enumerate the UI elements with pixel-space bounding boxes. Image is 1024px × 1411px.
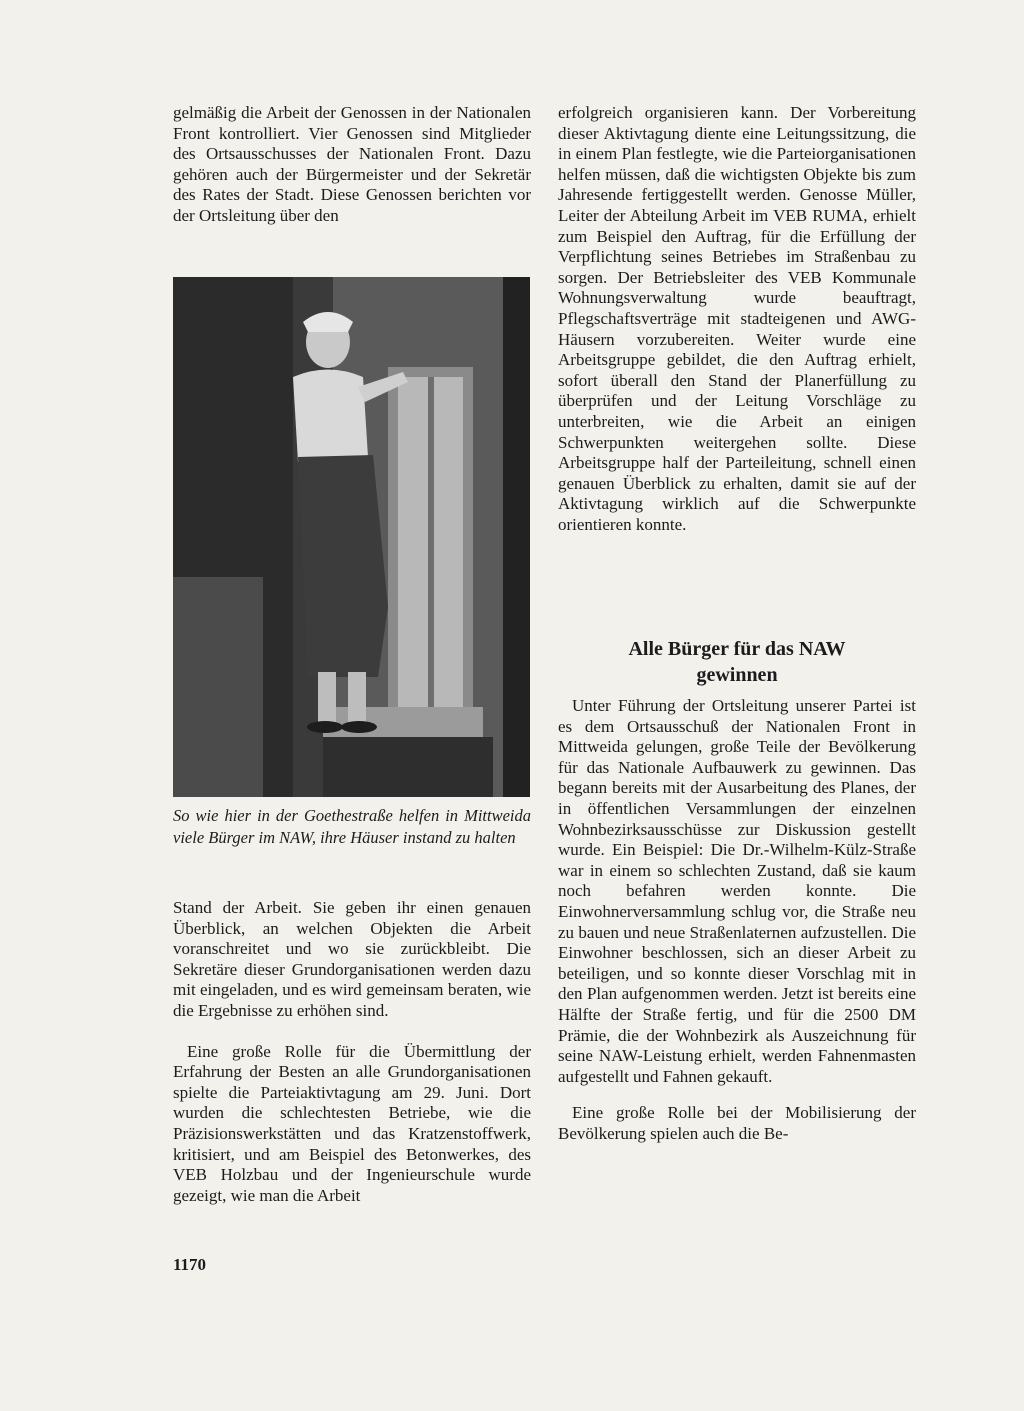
left-column-top (173, 103, 531, 227)
paragraph: Unter Führung der Ortsleitung unserer Partei ist es dem Ortsausschuß der Nationalen Front in Mittweida gelungen, große Teile der Bevölkerung für das Nationale Aufbauwerk zu gewinnen. Das begann bereits mit der Ausarbeitung des Planes, der in öffentlichen Versammlungen der einzelnen Wohnbezirksausschüsse zur Diskussion gestellt wurde. Ein Beispiel: Die Dr.-Wilhelm-Külz-Straße war in einem so schlechten Zustand, daß sie kaum noch befahren werden konnte. Die Einwohnerversammlung schlug vor, die Straße neu zu bauen und neue Straßenlaternen aufzustellen. Die Einwohner beschlossen, sich an dieser Arbeit zu beteiligen, und so konnte dieser Vorschlag mit in den Plan aufgenommen werden. Jetzt ist bereits eine Hälfte der Straße fertig, und für die 2500 DM Prämie, die der Wohnbezirk als Auszeichnung für seine NAW-Leistung erhielt, werden Fahnenmasten aufgestellt und Fahnen gekauft. (558, 696, 916, 1086)
right-column-top (558, 103, 916, 535)
paragraph: gelmäßig die Arbeit der Genossen in der Nationalen Front kontrolliert. Vier Genossen sind Mitglieder des Ortsausschusses der Nationalen Front. Dazu gehören auch der Bürgermeister und der Sekretär des Rates der Stadt. Diese Genossen berichten vor der Ortsleitung über den (173, 103, 531, 225)
photo-caption: So wie hier in der Goethestraße helfen in Mittweida viele Bürger im NAW, ihre Häuser instand zu halten (173, 806, 531, 847)
heading-line: gewinnen (696, 664, 778, 686)
paragraph: erfolgreich organisieren kann. Der Vorbereitung dieser Aktivtagung diente eine Leitungssitzung, die in einem Plan festlegte, wie die Parteiorganisationen helfen müssen, daß die wichtigsten Objekte bis zum Jahresende fertiggestellt werden. Genosse Müller, Leiter der Abteilung Arbeit im VEB RUMA, erhielt zum Beispiel den Auftrag, für die Erfüllung der Verpflichtung seines Betriebes im Straßenbau zu sorgen. Der Betriebsleiter des VEB Kommunale Wohnungsverwaltung wurde beauftragt, Pflegschaftsverträge mit stadteigenen und AWG-Häusern vorzubereiten. Weiter wurde eine Arbeitsgruppe gebildet, die den Auftrag erhielt, sofort überall den Stand der Planerfüllung zu überprüfen und der Leitung Vorschläge zu unterbreiten, wie die Arbeit an einigen Schwerpunkten weitergehen sollte. Diese Arbeitsgruppe half der Parteileitung, schnell einen genauen Überblick zu erhalten, damit sie auf der Aktivtagung wirklich auf die Schwerpunkte orientieren konnte. (558, 103, 916, 534)
page-number: 1170 (173, 1255, 207, 1274)
photo-woman-painting-window (173, 277, 530, 797)
left-column-bottom (173, 898, 531, 1206)
paragraph: Eine große Rolle bei der Mobilisierung der Bevölkerung spielen auch die Be- (558, 1103, 916, 1143)
heading-line: Alle Bürger für das NAW (628, 638, 846, 660)
paragraph: Eine große Rolle für die Übermittlung der Erfahrung der Besten an alle Grundorganisationen spielte die Parteiaktivtagung am 29. Juni. Dort wurden die schlechtesten Betriebe, wie die Präzisionswerkstätten und das Kratzenstoffwerk, kritisiert, und am Beispiel des Betonwerkes, des VEB Holzbau und der Ingenieurschule wurde gezeigt, wie man die Arbeit (173, 1041, 531, 1205)
right-column-bottom (558, 696, 916, 1144)
section-heading (558, 636, 916, 688)
paragraph: Stand der Arbeit. Sie geben ihr einen genauen Überblick, an welchen Objekten die Arbeit voranschreitet und wo sie zurückbleibt. Die Sekretäre dieser Grundorganisationen werden dazu mit eingeladen, und es wird gemeinsam beraten, wie die Ergebnisse zu erhöhen sind. (173, 898, 531, 1020)
photo-illustration (173, 277, 530, 797)
